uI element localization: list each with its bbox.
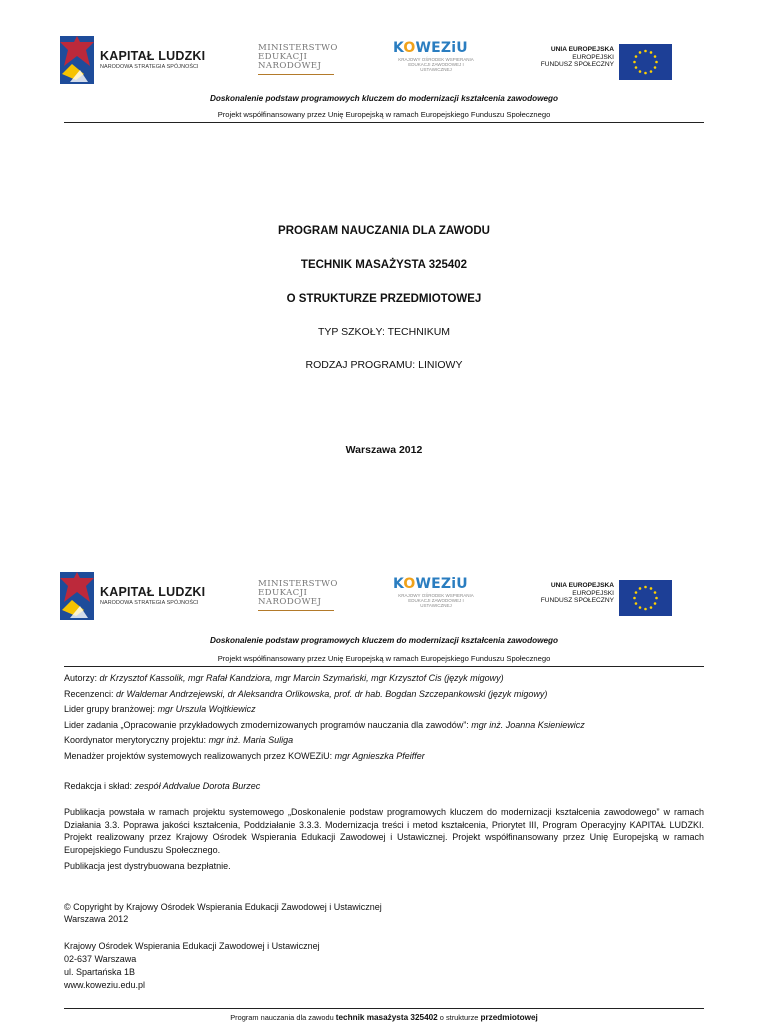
publication-note: Publikacja powstała w ramach projektu systemowego „Doskonalenie podstaw programowych kluczem do modernizacji kształcenia zawodowego” w ramach Działania 3.3. Poprawa jakości kształcenia, Poddziałanie 3.3.3. Modernizacja treści i metod kształcenia, Priorytet III, Program Operacyjny KAPITAŁ LUDZKI. Projekt realizowany przez Krajowy Ośrodek Wspierania Edukacji Zawodowej i Ustawicznej. Projekt współfinansowany przez Unię Europejską w ramach Europejskiego Funduszu Społecznego. (64, 807, 704, 855)
address-street: ul. Spartańska 1B (64, 967, 136, 977)
kapital-ludzki-subtitle: NARODOWA STRATEGIA SPÓJNOŚCI (100, 600, 199, 607)
ministerstwo-logo (258, 580, 338, 611)
footer-divider (64, 1008, 704, 1009)
eu-star-icon (654, 55, 657, 58)
copyright-year: Warszawa 2012 (64, 914, 129, 924)
eu-star-icon (650, 70, 653, 73)
eu-star-icon (635, 55, 638, 58)
kapital-ludzki-title: KAPITAŁ LUDZKI (100, 584, 206, 599)
ue-line-2: EUROPEJSKI (572, 53, 614, 61)
credit-manager: Menadżer projektów systemowych realizowanych przez KOWEZiU: mgr Agnieszka Pfeiffer (64, 750, 425, 761)
ministerstwo-line-2: EDUKACJI (258, 588, 308, 599)
ue-line-1: UNIA EUROPEJSKA (550, 46, 614, 53)
ministerstwo-line-3: NARODOWEJ (258, 597, 322, 608)
address-website[interactable]: www.koweziu.edu.pl (64, 980, 146, 990)
koweziu-logo (393, 576, 479, 608)
kapital-ludzki-subtitle: NARODOWA STRATEGIA SPÓJNOŚCI (100, 64, 199, 71)
ministerstwo-underline (258, 610, 334, 611)
eu-star-icon (650, 51, 653, 54)
copyright-line: © Copyright by Krajowy Ośrodek Wspierania Edukacji Zawodowej i Ustawicznej (64, 902, 382, 912)
eu-star-icon (644, 50, 647, 53)
header-divider (64, 122, 704, 123)
page-footer: Program nauczania dla zawodu technik masażysta 325402 o strukturze przedmiotowej (230, 1013, 538, 1022)
header-divider (64, 666, 704, 667)
page1-header (0, 0, 768, 125)
eu-star-icon (635, 591, 638, 594)
eu-star-icon (654, 602, 657, 605)
eu-star-icon (633, 597, 636, 600)
koweziu-subtitle: KRAJOWY OŚRODEK WSPIERANIA EDUKACJI ZAWODOWEJ I USTAWICZNEJ (398, 593, 474, 608)
eu-flag-icon (619, 44, 672, 80)
editing-credit: Redakcja i skład: zespół Addvalue Dorota Burzec (64, 781, 261, 791)
kapital-ludzki-logo (60, 36, 205, 84)
koweziu-wordmark: KOWEZiU (393, 576, 468, 592)
kapital-ludzki-emblem-icon (60, 572, 94, 620)
eu-star-icon (639, 51, 642, 54)
koweziu-subtitle: KRAJOWY OŚRODEK WSPIERANIA EDUKACJI ZAWODOWEJ I USTAWICZNEJ (398, 57, 474, 72)
ministerstwo-logo (258, 44, 338, 75)
place-year: Warszawa 2012 (345, 444, 423, 456)
eu-star-icon (635, 66, 638, 69)
distribution-note: Publikacja jest dystrybuowana bezpłatnie. (64, 861, 231, 871)
ue-text-block (520, 46, 614, 69)
kapital-ludzki-title: KAPITAŁ LUDZKI (100, 48, 206, 63)
eu-star-icon (633, 61, 636, 64)
eu-star-icon (644, 586, 647, 589)
eu-star-icon (654, 591, 657, 594)
credit-reviewers: Recenzenci: dr Waldemar Andrzejewski, dr Aleksandra Orlikowska, prof. dr hab. Bogdan Szczepankowski (język migowy) (64, 688, 548, 699)
ministerstwo-line-1: MINISTERSTWO (258, 43, 338, 53)
eu-star-icon (655, 61, 658, 64)
koweziu-logo (393, 40, 479, 72)
kapital-ludzki-logo (60, 572, 205, 620)
eu-star-icon (639, 606, 642, 609)
ministerstwo-line-1: MINISTERSTWO (258, 579, 338, 589)
kapital-ludzki-emblem-icon (60, 36, 94, 84)
structure-title: O STRUKTURZE PRZEDMIOTOWEJ (286, 293, 482, 305)
eu-star-icon (654, 66, 657, 69)
address-name: Krajowy Ośrodek Wspierania Edukacji Zawodowej i Ustawicznej (64, 941, 320, 951)
header-tagline: Doskonalenie podstaw programowych kluczem do modernizacji kształcenia zawodowego (209, 636, 559, 645)
credit-group-leader: Lider grupy branżowej: mgr Urszula Wojtkiewicz (64, 704, 256, 714)
ue-text-block (520, 582, 614, 605)
ue-line-1: UNIA EUROPEJSKA (550, 582, 614, 589)
ue-line-3: FUNDUSZ SPOŁECZNY (540, 61, 614, 69)
credit-coordinator: Koordynator merytoryczny projektu: mgr inż. Maria Suliga (64, 735, 294, 745)
credits-list (64, 671, 704, 764)
credit-task-leader: Lider zadania „Opracowanie przykładowych zmodernizowanych programów nauczania dla zawodów”: mgr inż. Joanna Ksieniewicz (64, 719, 585, 730)
header-tagline: Doskonalenie podstaw programowych kluczem do modernizacji kształcenia zawodowego (209, 94, 559, 103)
ue-line-3: FUNDUSZ SPOŁECZNY (540, 597, 614, 605)
ministerstwo-line-2: EDUKACJI (258, 52, 308, 63)
koweziu-wordmark: KOWEZiU (393, 40, 468, 56)
credit-authors: Autorzy: dr Krzysztof Kassolik, mgr Rafał Kandziora, mgr Marcin Szymański, mgr Krzysztof Cis (język migowy) (64, 673, 504, 683)
eu-star-icon (639, 587, 642, 590)
eu-star-icon (644, 608, 647, 611)
eu-star-icon (655, 597, 658, 600)
school-type: TYP SZKOŁY: TECHNIKUM (317, 326, 451, 338)
eu-star-icon (650, 587, 653, 590)
eu-star-icon (639, 70, 642, 73)
header-cofinance: Projekt współfinansowany przez Unię Europejską w ramach Europejskiego Funduszu Społecznego (217, 654, 551, 663)
eu-flag-icon (619, 580, 672, 616)
profession-title: TECHNIK MASAŻYSTA 325402 (300, 259, 468, 271)
eu-star-icon (650, 606, 653, 609)
eu-star-icon (644, 72, 647, 75)
ministerstwo-underline (258, 74, 334, 75)
program-type: RODZAJ PROGRAMU: LINIOWY (305, 359, 463, 371)
ue-line-2: EUROPEJSKI (572, 589, 614, 597)
header-cofinance: Projekt współfinansowany przez Unię Europejską w ramach Europejskiego Funduszu Społecznego (217, 110, 551, 119)
ministerstwo-line-3: NARODOWEJ (258, 61, 322, 72)
eu-star-icon (635, 602, 638, 605)
program-title: PROGRAM NAUCZANIA DLA ZAWODU (278, 225, 490, 237)
address-postal: 02-637 Warszawa (64, 954, 137, 964)
